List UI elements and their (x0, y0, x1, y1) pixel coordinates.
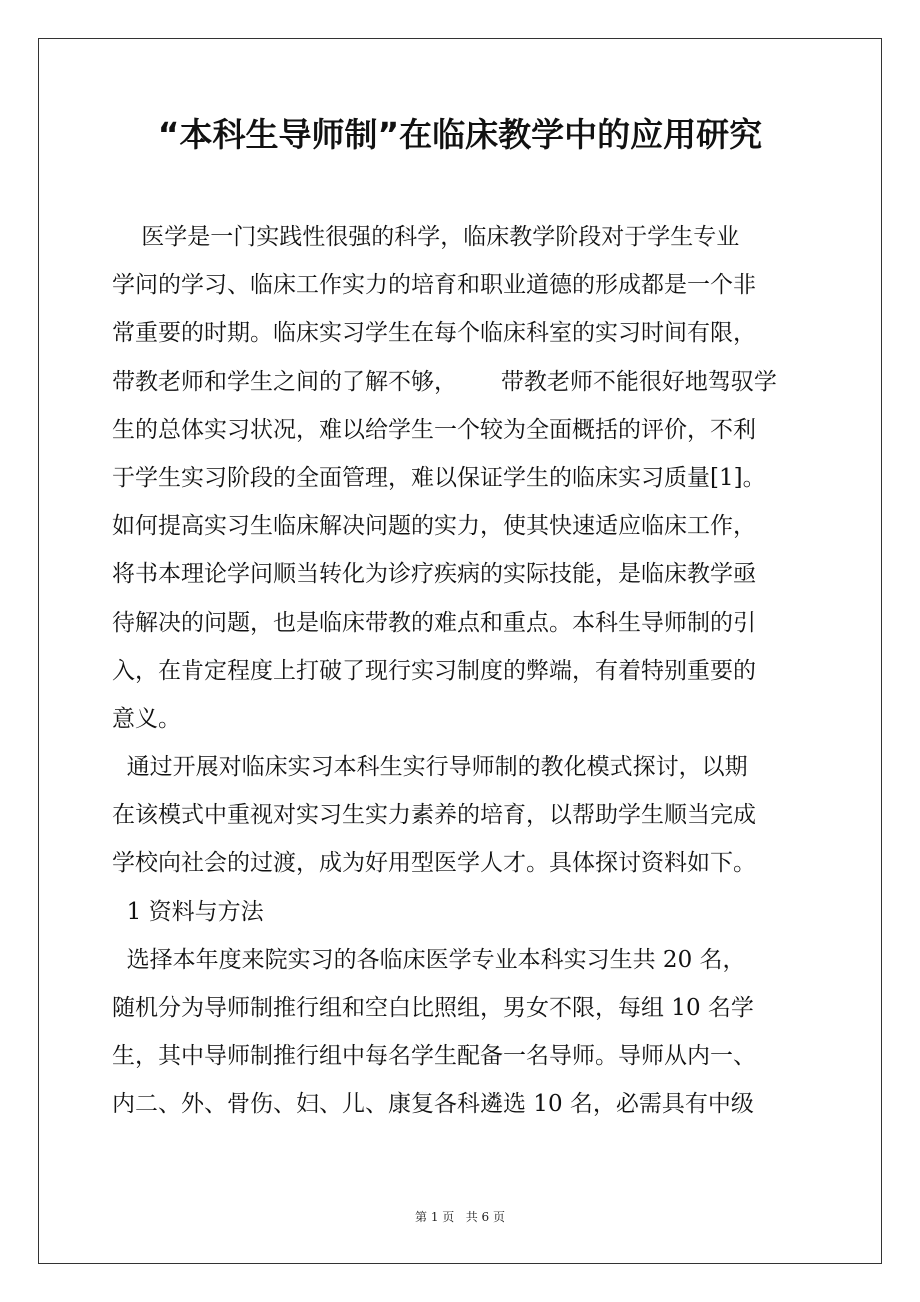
body-line: 选择本年度来院实习的各临床医学专业本科实习生共 20 名， (112, 946, 746, 973)
page-number: 第 1 页 共 6 页 (415, 1210, 505, 1224)
body-line: 常重要的时期。临床实习学生在每个临床科室的实习时间有限， (112, 320, 756, 347)
body-line: 带教老师和学生之间的了解不够， 带教老师不能很好地驾驭学 (112, 368, 777, 395)
document-body (112, 213, 812, 1129)
body-line: 将书本理论学问顺当转化为诊疗疾病的实际技能，是临床教学亟 (112, 561, 756, 588)
body-line: 生的总体实习状况，难以给学生一个较为全面概括的评价，不利 (112, 416, 756, 443)
page-footer (0, 1208, 920, 1225)
body-line: 入，在肯定程度上打破了现行实习制度的弊端，有着特别重要的 (112, 657, 756, 684)
body-line: 通过开展对临床实习本科生实行导师制的教化模式探讨，以期 (112, 754, 748, 781)
body-line: 于学生实习阶段的全面管理，难以保证学生的临床实习质量[1]。 (112, 464, 766, 491)
section-heading: 1 资料与方法 (112, 898, 264, 925)
body-line: 在该模式中重视对实习生实力素养的培育，以帮助学生顺当完成 (112, 802, 756, 829)
document-title: “本科生导师制”在临床教学中的应用研究 (157, 115, 763, 154)
body-line: 生，其中导师制推行组中每名学生配备一名导师。导师从内一、 (112, 1043, 756, 1070)
body-line: 如何提高实习生临床解决问题的实力，使其快速适应临床工作， (112, 513, 756, 540)
body-line: 随机分为导师制推行组和空白比照组，男女不限，每组 10 名学 (112, 995, 754, 1021)
body-line: 内二、外、骨伤、妇、儿、康复各科遴选 10 名，必需具有中级 (112, 1091, 754, 1118)
body-line: 待解决的问题，也是临床带教的难点和重点。本科生导师制的引 (112, 609, 756, 636)
body-line: 学问的学习、临床工作实力的培育和职业道德的形成都是一个非 (112, 272, 756, 299)
body-line: 学校向社会的过渡，成为好用型医学人才。具体探讨资料如下。 (112, 850, 756, 877)
body-line: 医学是一门实践性很强的科学，临床教学阶段对于学生专业 (112, 224, 740, 250)
body-line: 意义。 (112, 705, 181, 732)
